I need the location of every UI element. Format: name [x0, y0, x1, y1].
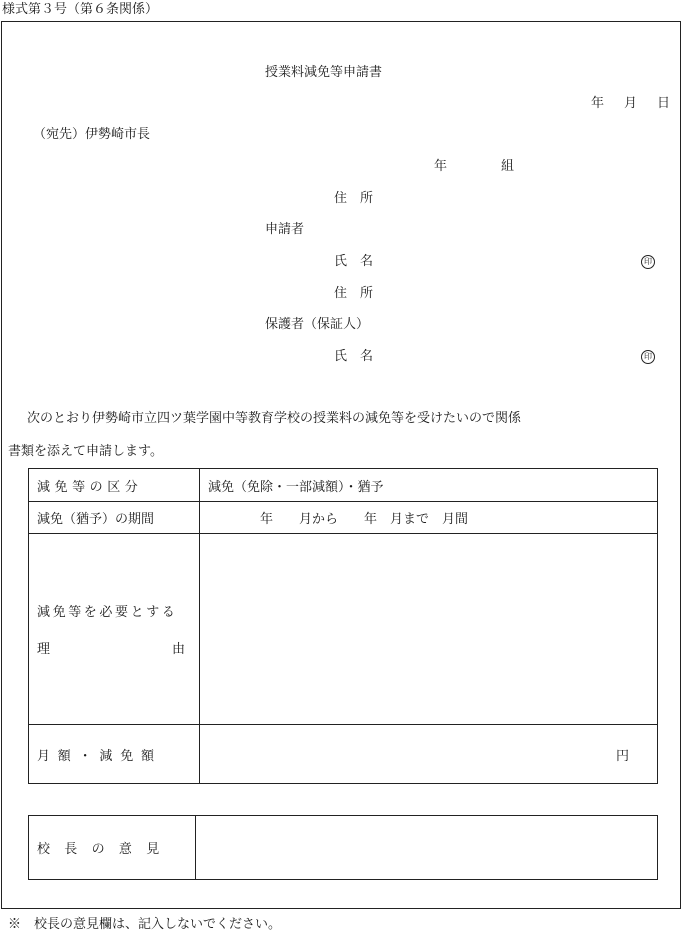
- category-label: 減免等の区分: [29, 469, 200, 502]
- form-number: 様式第３号（第６条関係）: [2, 2, 159, 17]
- application-table: [28, 468, 658, 784]
- table-row: [29, 502, 658, 534]
- applicant-name-label: 氏 名: [334, 254, 374, 269]
- footnote: ※ 校長の意見欄は、記入しないでください。: [8, 917, 282, 932]
- body-text-line2: 書類を添えて申請します。: [8, 444, 163, 459]
- applicant-label: 申請者: [265, 222, 305, 237]
- seal-icon: 印: [641, 350, 655, 364]
- date-month: 月: [624, 96, 638, 111]
- reason-label: 減免等を必要とする 理 由: [29, 534, 200, 725]
- body-text-line1: 次のとおり伊勢崎市立四ツ葉学園中等教育学校の授業料の減免等を受けたいので関係: [27, 411, 522, 426]
- guardian-name-label: 氏 名: [334, 349, 374, 364]
- reason-label-line2: 理 由: [37, 642, 185, 657]
- seal-icon: 印: [641, 255, 655, 269]
- table-row: [29, 534, 658, 725]
- table-row: [29, 725, 658, 784]
- date-year: 年: [591, 96, 605, 111]
- guardian-address-label: 住 所: [334, 286, 374, 301]
- date-day: 日: [657, 96, 671, 111]
- amount-input[interactable]: 円: [200, 725, 658, 784]
- period-value: 年 月から 年 月まで 月間: [200, 502, 658, 534]
- category-value: 減免（免除・一部減額）・猶予: [200, 469, 658, 502]
- class-label: 組: [501, 159, 515, 174]
- addressee: （宛先）伊勢崎市長: [33, 127, 151, 142]
- principal-label: 校長の意見: [29, 816, 196, 880]
- guardian-seal: [641, 349, 655, 364]
- guardian-label: 保護者（保証人）: [265, 317, 370, 332]
- period-label: 減免（猶予）の期間: [29, 502, 200, 534]
- grade-label: 年: [434, 159, 448, 174]
- table-row: [29, 816, 658, 880]
- reason-input[interactable]: [200, 534, 658, 725]
- table-row: [29, 469, 658, 502]
- principal-table: [28, 815, 658, 880]
- applicant-seal: [641, 254, 655, 269]
- principal-opinion-input[interactable]: [196, 816, 658, 880]
- amount-label: 月額・減免額: [29, 725, 200, 784]
- applicant-address-label: 住 所: [334, 191, 374, 206]
- form-title: 授業料減免等申請書: [265, 65, 383, 80]
